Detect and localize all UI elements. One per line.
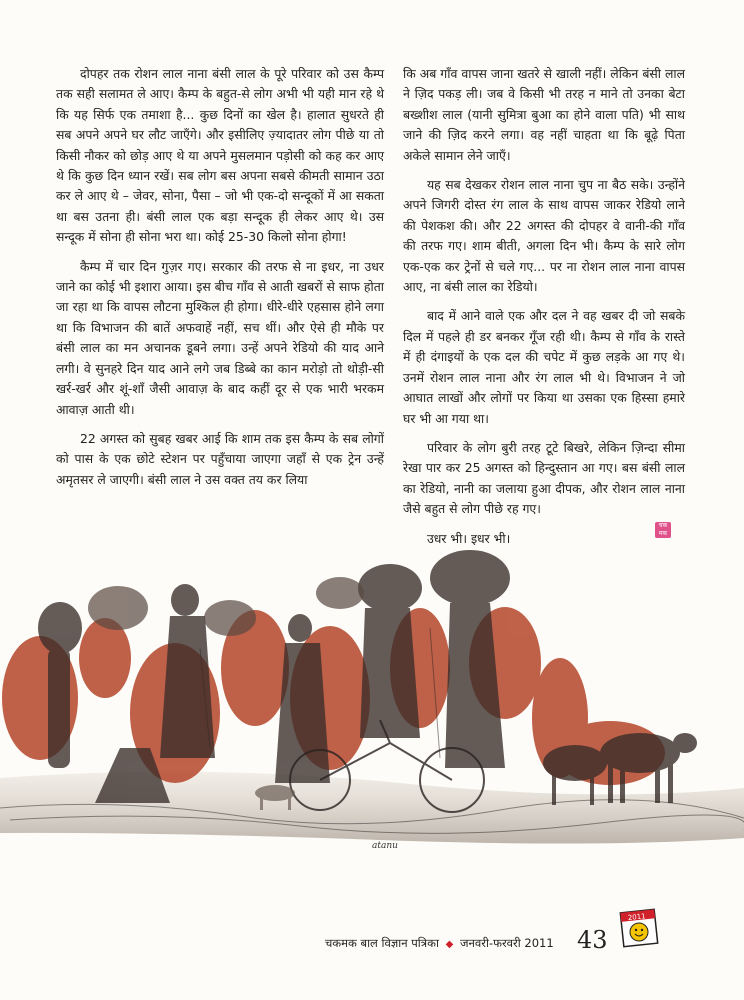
paragraph: यह सब देखकर रोशन लाल नाना चुप ना बैठ सके। उन्होंने अपने जिगरी दोस्त रंग लाल के साथ वापस जाकर रेडियो लाने की पेशकश की। और 22 अगस्त की दोपहर वे वानी-की गाँव की तरफ गए। शाम बीती, अगला दिन भी। कैम्प के सारे लोग एक-एक कर ट्रेनों से चले गए... पर ना रोशन लाल नाना वापस आए, ना बंसी लाल का रेडियो। [403, 177, 685, 295]
diamond-icon: ◆ [445, 939, 454, 950]
article-left-column [56, 64, 384, 499]
paragraph: उधर भी। इधर भी। [427, 530, 511, 546]
paragraph: 22 अगस्त को सुबह खबर आई कि शाम तक इस कैम्प के सब लोगों को पास के एक छोटे स्टेशन पर पहुँचाया जाएगा जहाँ से एक ट्रेन उन्हें अमृतसर ले जाएगी। बंसी लाल ने उस वक्त तय कर लिया [56, 430, 384, 487]
article-right-column [403, 64, 685, 558]
artist-signature: atanu [372, 841, 398, 851]
paragraph: कैम्प में चार दिन गुज़र गए। सरकार की तरफ से ना इधर, ना उधर जाने का कोई भी इशारा आया। इस बीच गाँव से आती खबरों से साफ होता जा रहा था कि वापस लौटना मुश्किल ही होगा। धीरे-धीरे एहसास होने लगा था कि विभाजन की बातें अफवाहें नहीं, सच थीं। और ऐसे ही मौके पर बंसी लाल का मन अचानक डूबने लगा। उन्हें अपने रेडियो की याद आने लगी। वे सुनहरे दिन याद आने लगे जब डिब्बे का कान मरोड़ो तो थोड़ी-सी खर्र-खर्र और शूं-शाँ जैसी आवाज़ के बाद कहीं दूर से एक भारी भरकम आवाज़ आती थी। [56, 258, 384, 417]
end-mark-icon: चक मक [655, 522, 671, 538]
badge-year: 2011 [627, 912, 647, 923]
calendar-smiley-icon [616, 905, 662, 951]
paragraph: कि अब गाँव वापस जाना खतरे से खाली नहीं। लेकिन बंसी लाल ने ज़िद पकड़ ली। जब वे किसी भी तरह न माने तो उनका बेटा बख्शीश लाल (यानी सुमित्रा बुआ का होने वाला पति) भी साथ जाने की ज़िद करने लगा। वह नहीं चाहता था कि बूढ़े पिता अकेले सामान लेने जाएँ। [403, 66, 685, 163]
magazine-name: चकमक बाल विज्ञान पत्रिका [325, 936, 439, 950]
page-number: 43 [577, 926, 608, 954]
refugee-migration-illustration [0, 548, 744, 853]
paragraph: परिवार के लोग बुरी तरह टूटे बिखरे, लेकिन ज़िन्दा सीमा रेखा पार कर 25 अगस्त को हिन्दुस्तान आ गए। बस बंसी लाल का रेडियो, नानी का जलाया हुआ दीपक, और रोशन लाल नाना जैसे बहुत से लोग पीछे रह गए। [403, 439, 685, 517]
footer-publication [325, 936, 554, 951]
paragraph: दोपहर तक रोशन लाल नाना बंसी लाल के पूरे परिवार को उस कैम्प तक सही सलामत ले आए। कैम्प के बहुत-से लोग अभी भी यही मान रहे थे कि यह सिर्फ एक तमाशा है... कुछ दिनों का खेल है। हालात सुधरते ही सब अपने अपने घर लौट जाएँगे। और इसीलिए ज़्यादातर लोग पीछे या तो किसी नौकर को छोड़ आए थे या अपने मुसलमान पड़ोसी को कह कर आए थे कि कुछ दिन ध्यान रखें। सब लोग बस अपना सबसे कीमती सामान उठा कर ले आए थे – जेवर, सोना, पैसा – जो भी एक-दो सन्दूकों में आ सकता था बस उतना ही। बंसी लाल एक बड़ा सन्दूक ही लेकर आए थे। उस सन्दूक में सोना ही सोना भरा था। कोई 25-30 किलो सोना होगा! [56, 66, 384, 245]
issue-date: जनवरी-फरवरी 2011 [459, 936, 554, 950]
paragraph: बाद में आने वाले एक और दल ने वह खबर दी जो सबके दिल में पहले ही डर बनकर गूँज रही थी। कैम्प से गाँव के रास्ते में ही दंगाइयों के एक दल की चपेट में कुछ लड़के आ गए थे। उनमें रोशन लाल नाना और रंग लाल भी थे। विभाजन ने जो आघात लाखों और लोगों पर किया था उसका एक हिस्सा हमारे घर भी आ गया था। [403, 308, 685, 426]
